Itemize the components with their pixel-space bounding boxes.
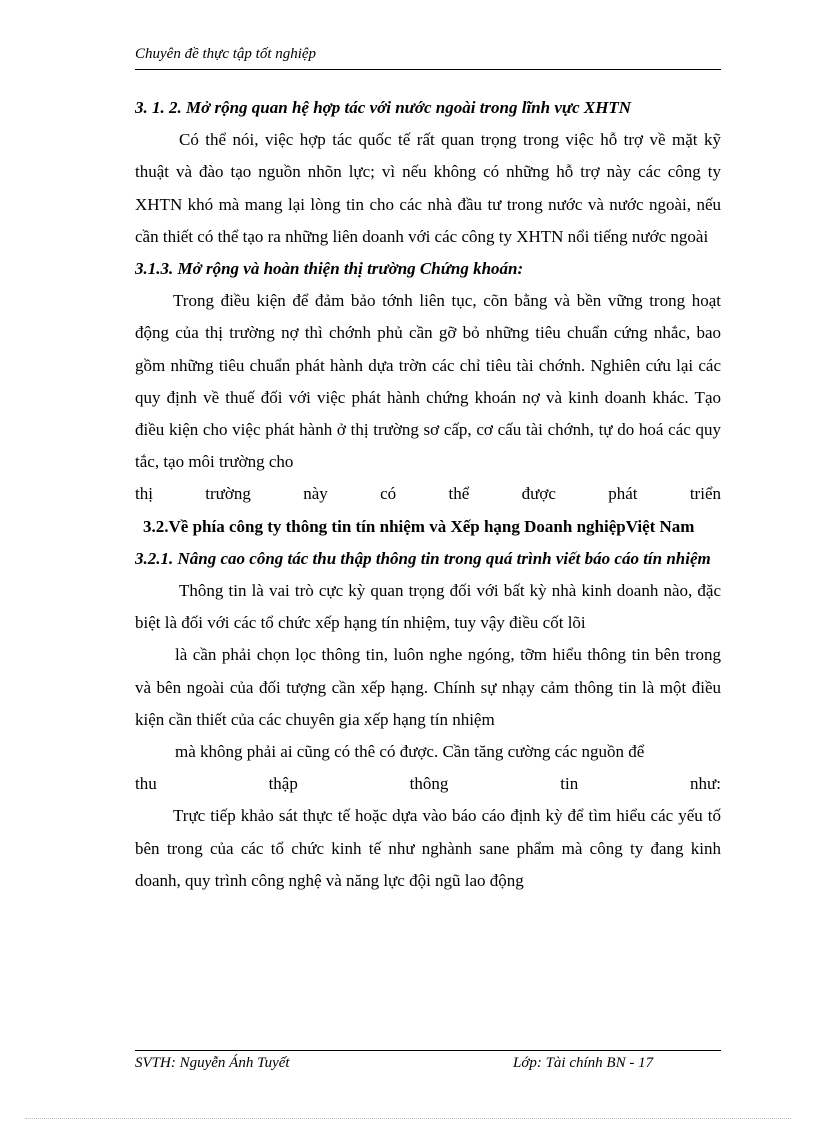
paragraph-intl-cooperation: Có thể nói, việc hợp tác quốc tế rất quan trọng trong việc hỗ trợ về mặt kỹ thuật và đào tạo nguồn nhõn lực; vì nếu không có những hỗ trợ này các công ty XHTN khó mà mang lại lòng tin cho các nhà đầu tư trong nước và nước ngoài, nếu cần thiết có thể tạo ra những liên doanh với các công ty XHTN nổi tiếng nước ngoài bbox=[135, 130, 721, 246]
footer-class: Lớp: Tài chính BN - 17 bbox=[513, 1055, 654, 1071]
heading-3-1-3: 3.1.3. Mở rộng và hoàn thiện thị trường Chứng khoán: bbox=[135, 259, 524, 279]
paragraph-information-sources: mà không phải ai cũng có thê có được. Cần tăng cường các nguồn để bbox=[175, 742, 645, 762]
paragraph-securities-market-last-line: thị trường này có thể được phát triển bbox=[135, 484, 721, 504]
heading-3-2-1: 3.2.1. Nâng cao công tác thu thập thông tin trong quá trình viết báo cáo tín nhiệm bbox=[135, 548, 711, 568]
paragraph-information-role: Thông tin là vai trò cực kỳ quan trọng đối với bất kỳ nhà kinh doanh nào, đặc biệt là đối với các tổ chức xếp hạng tín nhiệm, tuy vậy điều cốt lõi bbox=[135, 581, 721, 633]
footer-author: SVTH: Nguyễn Ánh Tuyết bbox=[135, 1055, 290, 1071]
page-boundary bbox=[25, 1118, 791, 1119]
header-divider bbox=[135, 69, 721, 70]
paragraph-information-sources-last-line: thu thập thông tin như: bbox=[135, 774, 721, 794]
footer-divider bbox=[135, 1050, 721, 1051]
paragraph-information-selection: là cần phải chọn lọc thông tin, luôn nghe ngóng, tỡm hiểu thông tin bên trong và bên ngoài của đối tượng cần xếp hạng. Chính sự nhạy cảm thông tin là một điều kiện cần thiết của các chuyên gia xếp hạng tín nhiệm bbox=[135, 645, 721, 729]
paragraph-securities-market: Trong điều kiện để đảm bảo tớnh liên tục, cõn bằng và bền vững trong hoạt động của thị trường nợ thì chớnh phủ cần gỡ bỏ những tiêu chuẩn cứng nhắc, bao gồm những tiêu chuẩn phát hành dựa trờn các chỉ tiêu tài chớnh. Nghiên cứu lại các quy định về thuế đối với việc phát hành chứng khoán nợ và kinh doanh khác. Tạo điều kiện cho việc phát hành ở thị trường sơ cấp, cơ cấu tài chớnh, tự do hoá các quy tắc, tạo môi trường cho bbox=[135, 291, 721, 472]
page-header: Chuyên đề thực tập tốt nghiệp bbox=[135, 46, 317, 62]
heading-3-1-2: 3. 1. 2. Mở rộng quan hệ hợp tác với nước ngoài trong lĩnh vực XHTN bbox=[135, 98, 632, 117]
paragraph-direct-survey: Trực tiếp khảo sát thực tế hoặc dựa vào báo cáo định kỳ để tìm hiểu các yếu tố bên trong của các tổ chức kinh tế như nghành sane phẩm mà công ty đang kinh doanh, quy trình công nghệ và năng lực đội ngũ lao động bbox=[135, 806, 721, 890]
heading-3-2: 3.2.Về phía công ty thông tin tín nhiệm và Xếp hạng Doanh nghiệpViệt Nam bbox=[143, 516, 695, 536]
document-body bbox=[135, 92, 721, 897]
